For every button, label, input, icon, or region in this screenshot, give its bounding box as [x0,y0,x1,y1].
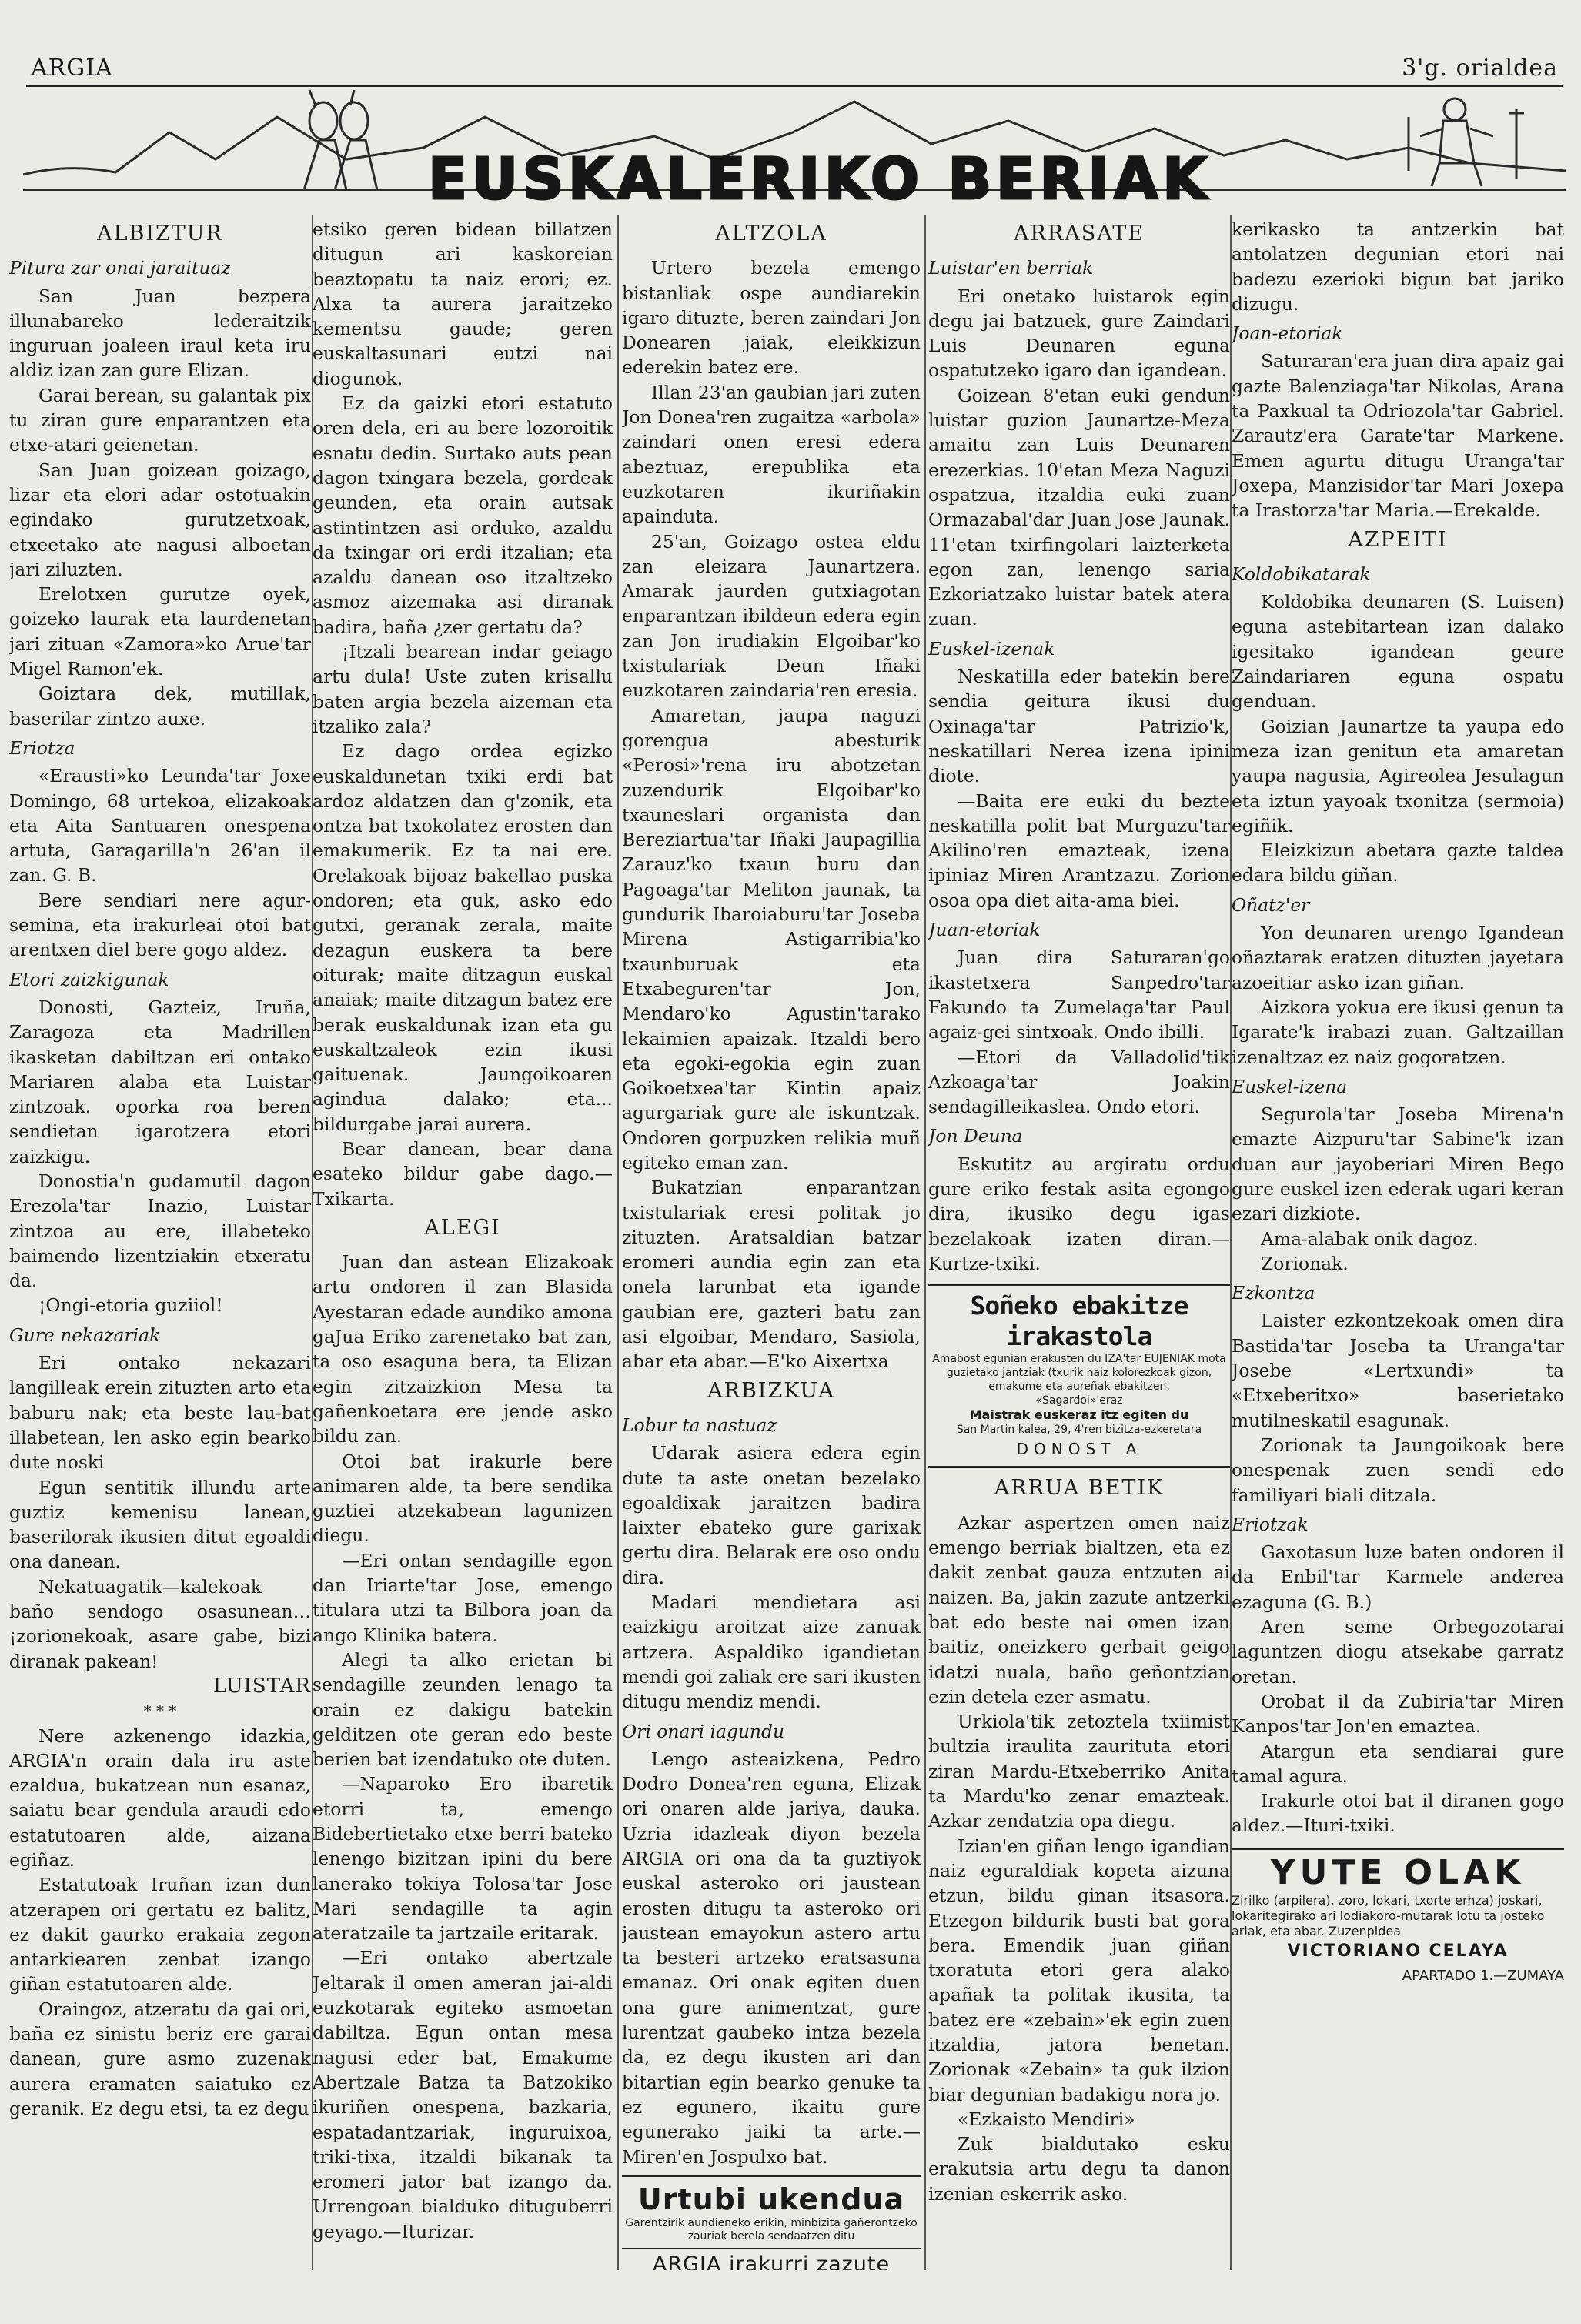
paragraph: Aren seme Orbegozotarai laguntzen diogu atsekabe garratz oretan. [1232,1616,1564,1688]
subheading: Etori zaizkigunak [9,968,169,990]
section-heading: AZPEITI [1348,527,1448,552]
ad-text: Maistrak euskeraz itz egiten du [969,1407,1189,1423]
section-heading: ALTZOLA [715,222,827,245]
ad-title: Soñeko ebakitze irakastola [970,1291,1188,1352]
paragraph: Segurola'tar Joseba Mirena'n emazte Aizpuru'tar Sabine'k izan duan aur jayoberiari Miren Bego gure euskel izen ederak ugari keran ezari dizkiote. [1232,1104,1564,1225]
paragraph: Urtero bezela emengo bistanliak ospe aundiarekin igaro dituzte, beren zaindari Jon Donearen jaiak, eleikkizun ederekin batez ere. [622,257,921,379]
paragraph: kerikasko ta antzerkin bat antolatzen degunian etori nai badezu ezerioki bigun bat jariko dizugu. [1232,219,1564,315]
paragraph: Laister ezkontzekoak omen dira Bastida'tar Joseba ta Uranga'tar Josebe «Lertxundi» ta «Etxeberitxo» baserietako mutilneskatil esagunak. [1232,1310,1564,1431]
paragraph: Ama-alabak onik dagoz. [1261,1227,1479,1250]
ad-title: YUTE OLAK [1270,1852,1526,1892]
paragraph: Zuk bialdutako esku erakutsia artu degu ta danon izenian eskerrik asko. [928,2133,1230,2205]
paragraph: Saturaran'era juan dira apaiz gai gazte Balenziaga'tar Nikolas, Arana ta Paxkual ta Odriozola'tar Gabriel. Zarautz'era Garate'tar Markene. Emen agurtu ditugu Uranga'tar Joxepa, Manzisidor'tar Mari Joxepa ta Irastorza'tar Maria.—Erekalde. [1232,350,1564,522]
column-3 [622,217,921,2270]
ad-address: APARTADO 1.—ZUMAYA [1402,1968,1564,1984]
paragraph: «Ezkaisto Mendiri» [958,2108,1135,2130]
running-header [31,51,1558,82]
paragraph: —Eri ontan sendagille egon dan Iriarte'tar Jose, emengo titulara utzi ta Bilbora joan da ango Klinika batera. [313,1549,613,1646]
paragraph: San Juan goizean goizago, lizar eta elori adar ostotuakin egindako gurutzetxoak, etxeetako ate nagusi alboetan jari ziluzten. [9,459,311,580]
paragraph: Bear danean, bear dana esateko bildur gabe dago.— Txikarta. [313,1137,613,1210]
subheading: Ezkontza [1232,1282,1315,1304]
paragraph: Eri onetako luistarok egin degu jai batzuek, gure Zaindari Luis Deunaren eguna ospatutzeko igaro dan igandean. [928,285,1230,382]
paragraph: Koldobika deunaren (S. Luisen) eguna astebitartean izan dalako igesitako igandean geure Zaindariaren eguna ospatu genduan. [1232,591,1564,713]
paragraph: Donostia'n gudamutil dagon Erezola'tar Inazio, Luistar zintzoa au ere, illabeteko baimendo lizentziakin etxeratu da. [9,1170,311,1292]
subheading: Gure nekazariak [9,1324,161,1346]
paragraph: Zorionak. [1261,1252,1349,1274]
ad-city: DONOST A [1016,1440,1142,1459]
jute-factory-ad [1232,1848,1564,1989]
paragraph: Orobat il da Zubiria'tar Miren Kanpos'tar Jon'en emaztea. [1232,1690,1564,1738]
subheading: Juan-etoriak [928,919,1041,941]
paragraph: Neskatilla eder batekin bere sendia geitura ikusi du Oxinaga'tar Patrizio'k, neskatillari Nerea izena ipini diote. [928,666,1230,787]
subheading: Lobur ta nastuaz [622,1414,777,1436]
ad-name: VICTORIANO CELAYA [1287,1941,1509,1961]
paragraph: —Eri ontako abertzale Jeltarak il omen ameran jai-aldi euzkotarak egiteko asmoetan dabiltza. Egun ontan mesa nagusi eder bat, Emakume Abertzale Batza ta Batzokiko ikuriñen onespena, bazkaria, espatadantzariak, inguruixoa, triki-tixa, itzaldi bikanak ta eromeri jator bat izango da. Urrengoan bialduko dituguberri geyago.—Iturizar. [313,1947,613,2242]
paragraph: Azkar aspertzen omen naiz emengo berriak bialtzen, eta ez dakit zenbat gauza entzuten ai naizen. Ba, jakin zazute antzerki bat edo beste nai omen izan baitiz, oneizkero gerbait geigo idatzi nuala, baño geñontzian ezin detela ezer asmatu. [928,1511,1230,1708]
paragraph: Garai berean, su galantak pix tu ziran gure enparantzen eta etxe-atari geienetan. [9,384,311,456]
paragraph: ¡Itzali bearean indar geiago artu dula! Uste zuten krisallu baten argia bezela aizeman eta itzaliko zala? [313,641,613,737]
paragraph: Gaxotasun luze baten ondoren il da Enbil'tar Karmele anderea ezaguna (G. B.) [1232,1541,1564,1613]
subheading: Ori onari iagundu [622,1720,785,1742]
paragraph: Atargun eta sendiarai gure tamal agura. [1232,1740,1564,1787]
ad-text: Garentzirik aundieneko erikin, minbizita gañerontzeko zauriak berela sendaatzen ditu [625,2216,918,2242]
paragraph: Aizkora yokua ere ikusi genun ta Igarate'k irabazi zuan. Galtzaillan izenaltzaz ez naiz gogoratzen. [1232,996,1564,1068]
paragraph: ¡Ongi-etoria guziiol! [38,1294,223,1317]
paragraph: Urkiola'tik zetoztela txiimist bultzia iraulita zaurituta etori ziran Mardu-Etxeberriko Anita ta Mardu'ko zenar emazteak. Azkar zendatzia opa diegu. [928,1711,1230,1832]
paragraph: Otoi bat irakurle bere animaren alde, ta bere sendika guztiei atzekabean lagunizen diegu. [313,1450,613,1547]
paragraph: Udarak asiera edera egin dute ta aste onetan bezelako egoaldixak jaraitzen badira laixter ebateko gure garixak gertu dira. Belarak ere oso ondu dira. [622,1442,921,1588]
ad-text: Zirilko (arpilera), zoro, lokari, txorte erhza) joskari, lokaritegirako ari lodiakoro-mutarak lotu ta josteko ariak, eta abar. Zuzenpidea [1232,1892,1545,1938]
column-2 [313,217,613,2270]
ad-text: Amabost egunian erakusten du IZA'tar EUJENIAK mota guzietako jantziak (txurik naiz kolorezkoak gizon, emakume eta aureñak ebakitzen, [932,1353,1226,1394]
paragraph: Nekatuagatik—kalekoak baño sendogo osasunean… ¡zorionekoak, asare gabe, bizi diranak pakean! [9,1575,311,1672]
section-heading: ALEGI [424,1215,501,1240]
column-1 [9,217,311,2270]
paragraph: Ez da gaizki etori estatuto oren dela, eri au bere lozoroitik esnatu dedin. Surtako auts pean dagon txingara bezela, gordeak geunden, eta orain autsak astintintzen asi orduko, azaldu da txingar ori erdi itzalian; eta azaldu danean oso itzaltzeko asmoz aizemaka asi diranak badira, baña ¿zer gertatu da? [313,392,613,638]
ad-slogan: ARGIA irakurri zazute [622,2248,921,2270]
paragraph: Madari mendietara asi eaizkigu aroitzat aize zanuak artzera. Aspaldiko igandietan mendi goi zaliak ere sari ikusten ditugu mendiz mendi. [622,1591,921,1713]
section-heading: ALBIZTUR [97,222,223,245]
paragraph: Estatutoak Iruñan izan dun atzerapen ori gertatu ez balitz, ez dakit gaurko erakaia zegon antarkiearen zenbat izango giñan estatutoaren alde. [9,1874,311,1995]
subheading: Oñatz'er [1232,893,1310,916]
paragraph: Zorionak ta Jaungoikoak bere onespenak zuen sendi edo familiyari biali ditzala. [1232,1434,1564,1506]
paragraph: 25'an, Goizago ostea eldu zan eleizara Jaunartzera. Amarak jaurden gutxiagotan enparantzan ibildeun edera egin zan Jon irudiakin Elgoibar'ko txistulariak Deun Iñaki euzkotaren zaindaria'ren eresia. [622,530,921,702]
newspaper-name: ARGIA [31,55,113,82]
paragraph: —Baita ere euki du bezte neskatilla polit bat Murguzu'tar Akilino'ren emazteak, izena ipiniaz Miren Arantzazu. Zorion osoa opa diet aita-ama biei. [928,790,1230,911]
column-5 [1232,217,1564,2270]
subheading: Eriotzak [1232,1513,1309,1535]
paragraph: Irakurle otoi bat il diranen gogo aldez.—Ituri-txiki. [1232,1790,1564,1837]
column-divider [924,215,926,2270]
paragraph: Eri ontako nekazari langilleak erein zituzten arto eta baburu nak; eta beste lau-bat illabetean, len asko egin bearko dute noski [9,1352,311,1474]
subheading: Euskel-izena [1232,1075,1348,1097]
section-heading: ARBIZKUA [707,1378,835,1403]
paragraph: Eleizkizun abetara gazte taldea edara bildu giñan. [1232,840,1564,887]
signature: LUISTAR [212,1674,311,1698]
paragraph: Bere sendiari nere agur-semina, eta irakurleai otoi bat arentxen diel bere gogo aldez. [9,889,311,961]
ointment-ad [622,2175,921,2270]
page-number: 3'g. orialdea [1402,55,1558,82]
column-divider [617,215,619,2270]
ad-text: «Sagardoi»'eraz [1035,1394,1123,1407]
paragraph: Yon deunaren urengo Igandean oñaztarak eratzen dituzten jayetara azoeitiar asko izan giñan. [1232,922,1564,993]
paragraph: Goizian Jaunartze ta yaupa edo meza izan genitun eta amaretan yaupa nagusia, Agireolea Jesulagun eta iztun yayoak txonitza (sermoia) egiñik. [1232,715,1564,836]
masthead-title: EUSKALERIKO BERIAK [428,146,1212,212]
paragraph: San Juan bezpera illunabareko lederaitzik inguruan joaleen iraul keta iru aldiz izan zan gure Elizan. [9,285,311,382]
paragraph: Bukatzian enparantzan txistulariak eresi politak jo zituzten. Aratsaldian batzar eromeri aundia egin zan eta onela larunbat eta igande gaubian ere, gazteri batu zan asi elgoibar, Mendaro, Sasiola, abar eta abar.—E'ko Aixertxa [622,1177,921,1373]
ad-title: Urtubi ukendua [637,2182,905,2216]
paragraph: Juan dan astean Elizakoak artu ondoren il zan Blasida Ayestaran edade aundiko amona gaJua Eriko zarenetako bat zan, ta oso esaguna bera, ta Elizan egin zitzaizkion Mesa ta gañenkoetara ere jende asko bildu zan. [313,1251,613,1447]
subheading: Koldobikatarak [1232,563,1371,585]
separator: * * * [143,1701,177,1721]
paragraph: Illan 23'an gaubian jari zuten Jon Donea'ren zugaitza «arbola» zaindari onen eresi edera abeztuaz, erepublika eta euzkotaren ikuriñakin apainduta. [622,381,921,528]
section-heading: ARRUA BETIK [994,1476,1165,1501]
paragraph: Lengo asteaizkena, Pedro Dodro Donea'ren eguna, Elizak ori onaren alde jariya, dauka. Uzria idazleak diyon bezela ARGIA ori ona da ta guztiyok euskal asteroko ori jaustean erosten ditugu ta asteroko ori jaustean emayokun astero artu ta besteri artzeko eratsasuna emanaz. Ori onak egiten duen ona gure animentzat, gure lurentzat gaubeko intza bezela da, ez degu ikusten ari dan bitartian egin bearko genuke ta ez egunero, ikaitu gure egunerako jaiki ta arte.— Miren'en Jospulxo bat. [622,1748,921,2168]
subheading: Euskel-izenak [928,637,1055,659]
paragraph: Egun sentitik illundu arte guztiz kemenisu lanean, baserilorak ikusien ditut egoaldi ona danean. [9,1476,311,1573]
paragraph: Alegi ta alko erietan bi sendagille zeunden lenago ta orain ez dakigu batekin gelditzen ote geran edo beste berien bat izendatuko ote duten. [313,1648,613,1771]
paragraph: Goizean 8'etan euki gendun luistar guzion Jaunartze-Meza amaitu zan Luis Deunaren erezerkias. 10'etan Meza Naguzi ospatzua, itzaldia euki zuan Ormazabal'dar Juan Jose Jaunak. 11'etan txirfingolari laizterketa egon zan, lenengo saria Ezkoriatzako luistar batek atera zuan. [928,384,1230,630]
paragraph: —Naparoko Ero ibaretik etorri ta, emengo Bidebertietako etxe berri bateko lenengo bizitzan ipini du bere lanerako tokiya Tolosa'tar Jose Mari sendagille ta agin ateratzaile ta jartzaile eritarak. [313,1773,613,1945]
subheading: Jon Deuna [928,1125,1023,1147]
paragraph: Donosti, Gazteiz, Iruña, Zaragoza eta Madrillen ikasketan dabiltzan eri ontako Mariaren alaba eta Luistar zintzoak. oporka roa beren sendietan igarotzera etori zaizkigu. [9,996,311,1167]
subheading: Luistar'en berriak [928,257,1094,279]
paragraph: Goiztara dek, mutillak, baserilar zintzo auxe. [9,683,311,730]
paragraph: Izian'en giñan lengo igandian naiz eguraldiak kopeta aizuna etzun, bildu ginan itsasora. Etzegon bildurik busti bat gora bera. Emendik juan giñan txoratuta etori gera alako apañak ta politak ikusita, ta batez ere «zebain»'ek egin zuen itzaldia, jatora benetan. Zorionak «Zebain» ta guk ilzion biar degunian badakigu nora jo. [928,1835,1230,2105]
paragraph: Oraingoz, atzeratu da gai ori, baña ez sinistu beriz ere garai danean, gure asmo zuzenak aurera eramaten saiatuko ez geranik. Ez degu etsi, ta ez degu [9,1998,311,2119]
paragraph: «Erausti»ko Leunda'tar Joxe Domingo, 68 urtekoa, elizakoak eta Aita Santuaren onespena artuta, Garagarilla'n 26'an il zan. G. B. [9,765,311,887]
paragraph: Juan dira Saturaran'go ikastetxera Sanpedro'tar Fakundo ta Zumelaga'tar Paul agaiz-gei sintxoak. Ondo ibilli. [928,947,1230,1043]
paragraph: etsiko geren bidean billatzen ditugun ari kaskoreian beaztopatu ta naiz erori; ez. Alxa ta aurera jaraitzeko kementsu gaude; geren euskaltasunari eutzi nai diogunok. [313,219,613,389]
paragraph: —Etori da Valladolid'tik Azkoaga'tar Joakin sendagilleikaslea. Ondo etori. [928,1046,1230,1118]
paragraph: Ez dago ordea egizko euskaldunetan txiki erdi bat ardoz aldatzen dan g'zonik, eta ontza bat txokolatez erosten dan emakumerik. Ez ta nai ere. Orelakoak bijoaz bakellao puska ondoren; eta guk, asko edo gutxi, geranak zerala, maite dezagun euskera ta bere oiturak; maite ditzagun euskal anaiak; maite ditzagun batez ere berak euskaldunak izan eta gu euskaltzaleok ezin ikusi gaituenak. Jaungoikoaren agindua dalako; eta... bildurgabe jarai aurera. [313,740,613,1135]
section-heading: ARRASATE [1014,222,1145,245]
ad-address: San Martin kalea, 29, 4'ren bizitza-ezkeretara [956,1424,1202,1437]
paragraph: Eskutitz au argiratu ordu gure eriko festak asita egongo dira, ikusiko degu igas bezelakoak izaten diran.—Kurtze-txiki. [928,1153,1230,1274]
paragraph: Nere azkenengo idazkia, ARGIA'n orain dala iru aste ezaldua, bukatzean nun esanaz, saiatu bear gendula araudi edo estatutoaren alde, aizana egiñaz. [9,1725,311,1871]
subheading: Joan-etoriak [1232,322,1343,345]
subheading: Eriotza [9,736,75,759]
paragraph: Erelotxen gurutze oyek, goizeko laurak eta laurdenetan jari zituan «Zamora»ko Arue'tar Migel Ramon'ek. [9,583,311,680]
paragraph: Amaretan, jaupa naguzi gorengua abesturik «Perosi»'rena iru abotzetan zuzendurik Elgoibar'ko txauneslari organista dan Bereziartua'tar Iñaki Jaupagillia Zarauz'ko txaun buru dan Pagoaga'tar Meliton jaunak, ta gundurik Ibaroiaburu'tar Joseba Mirena Astigarribia'ko txaunburuak eta Etxabeguren'tar Jon, Mendaro'ko Agustin'tarako lekaimien apaizak. Itzaldi bero eta egoki-egokia egin zuan Goikoetxea'tar Kintin apaiz agurgariak gure ale iskuntzak. Ondoren gorpuzken relikia muñ egiteko eman zan. [622,704,921,1174]
subheading: Pitura zar onai jaraituaz [9,257,231,279]
sewing-school-ad [928,1284,1230,1468]
column-4 [928,217,1230,2270]
